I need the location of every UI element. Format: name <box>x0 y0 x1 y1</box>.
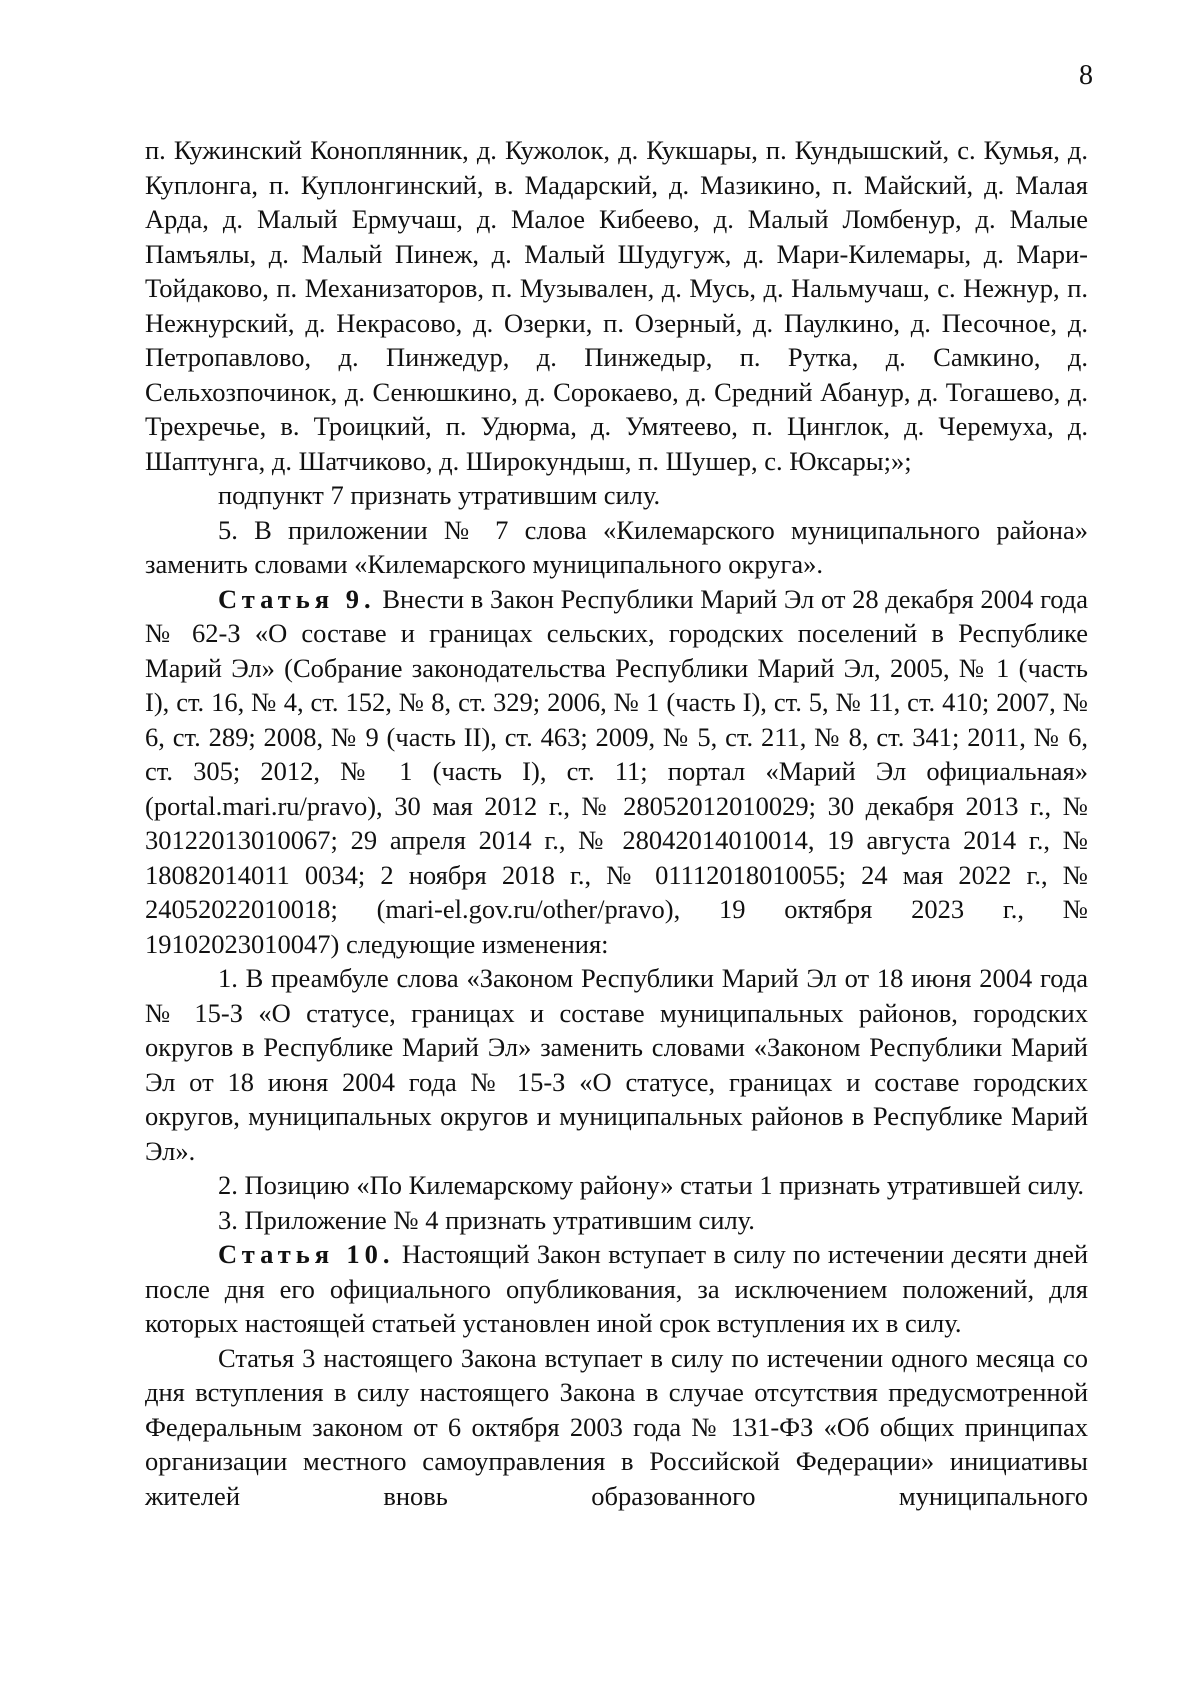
document-body <box>145 133 1088 1513</box>
article-10-text: Настоящий Закон вступает в силу по истечении десяти дней после дня его официального опубликования, за исключением положений, для которых настоящей статьей установлен иной срок вступления их в силу. <box>145 1239 1089 1338</box>
article-10-label: Статья 10. <box>218 1239 395 1269</box>
article-9-label: Статья 9. <box>218 583 376 614</box>
settlements-list-paragraph: п. Кужинский Коноплянник, д. Кужолок, д. Кукшары, п. Кундышский, с. Кумья, д. Куплонга, п. Куплонгинский, в. Мадарский, д. Мазикино, п. Майский, д. Малая Арда, д. Малый Ермучаш, д. Малое Кибеево, д. Малый Ломбенур, д. Малые Памъялы, д. Малый Пинеж, д. Малый Шудугуж, д. Мари-Килемары, д. Мари-Тойдаково, п. Механизаторов, п. Музывален, д. Мусь, д. Нальмучаш, с. Нежнур, п. Нежнурский, д. Некрасово, д. Озерки, п. Озерный, д. Паулкино, д. Песочное, д. Петропавлово, д. Пинжедур, д. Пинжедыр, п. Рутка, д. Самкино, д. Сельхозпочинок, д. Сенюшкино, д. Сорокаево, д. Средний Абанур, д. Тогашево, д. Трехречье, в. Троицкий, п. Удюрма, д. Умятеево, п. Цинглок, д. Черемуха, д. Шаптунга, д. Шатчиково, д. Широкундыш, п. Шушер, с. Юксары;»; <box>145 135 1088 476</box>
item-1-paragraph: 1. В преамбуле слова «Законом Республики Марий Эл от 18 июня 2004 года № 15-З «О статусе, границах и составе муниципальных районов, городских округов в Республике Марий Эл» заменить словами «Законом Республики Марий Эл от 18 июня 2004 года № 15-З «О статусе, границах и составе городских округов, муниципальных округов и муниципальных районов в Республике Марий Эл». <box>145 963 1088 1166</box>
item-5-paragraph: 5. В приложении № 7 слова «Килемарского муниципального района» заменить словами «Килемарского муниципального округа». <box>145 514 1088 579</box>
subpoint-7-paragraph: подпункт 7 признать утратившим силу. <box>218 480 661 510</box>
article-9-paragraph <box>145 582 1088 962</box>
article-3-entry-paragraph: Статья 3 настоящего Закона вступает в силу по истечении одного месяца со дня вступления в силу настоящего Закона в случае отсутствия предусмотренной Федеральным законом от 6 октября 2003 года № 131-ФЗ «Об общих принципах организации местного самоуправления в Российской Федерации» инициативы жителей вновь образованного муниципального <box>145 1342 1088 1511</box>
item-3-paragraph: 3. Приложение № 4 признать утратившим силу. <box>218 1204 755 1235</box>
page-number: 8 <box>1079 60 1093 91</box>
article-9-text: Внести в Закон Республики Марий Эл от 28 декабря 2004 года № 62-З «О составе и границах сельских, городских поселений в Республике Марий Эл» (Собрание законодательства Республики Марий Эл, 2005, № 1 (часть I), ст. 16, № 4, ст. 152, № 8, ст. 329; 2006, № 1 (часть I), ст. 5, № 11, ст. 410; 2007, № 6, ст. 289; 2008, № 9 (часть II), ст. 463; 2009, № 5, ст. 211, № 8, ст. 341; 2011, № 6, ст. 305; 2012, № 1 (часть I), ст. 11; портал «Марий Эл официальная» (portal.mari.ru/pravo), 30 мая 2012 г., № 28052012010029; 30 декабря 2013 г., № 30122013010067; 29 апреля 2014 г., № 28042014010014, 19 августа 2014 г., № 18082014011 0034; 2 ноября 2018 г., № 01112018010055; 24 мая 2022 г., № 24052022010018; (mari-el.gov.ru/other/pravo), 19 октября 2023 г., № 19102023010047) следующие изменения: <box>145 583 1089 959</box>
article-10-paragraph <box>145 1237 1088 1341</box>
item-2-paragraph: 2. Позицию «По Килемарскому району» статьи 1 признать утратившей силу. <box>218 1170 1084 1200</box>
